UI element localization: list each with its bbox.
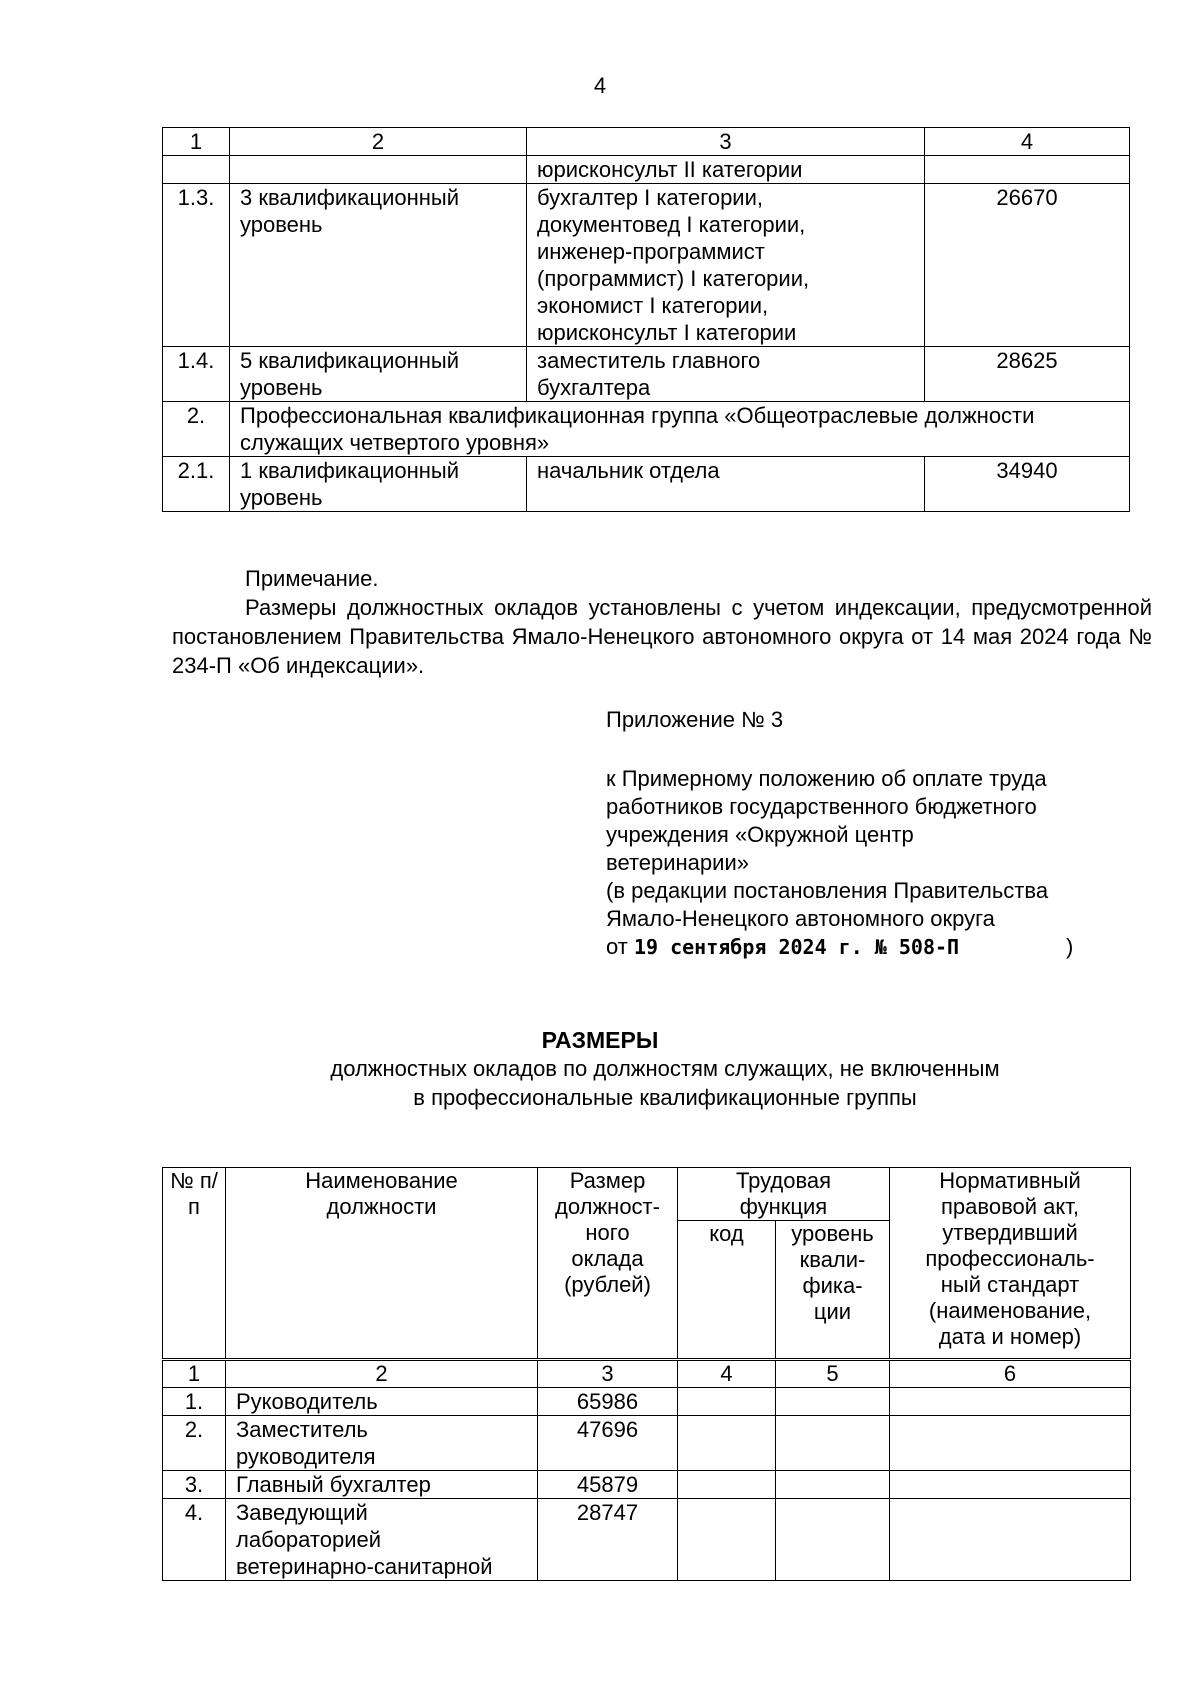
qualification-level: 1 квалификационный уровень <box>230 457 527 512</box>
position-name: Руководитель <box>226 1388 538 1416</box>
function-code <box>678 1471 776 1499</box>
col-number: 2 <box>230 128 527 156</box>
col-number: 4 <box>925 128 1130 156</box>
position-name: Заведующий лабораторией ветеринарно-санитарной <box>226 1499 538 1581</box>
appendix-date-line <box>606 933 1146 961</box>
table-header-row <box>163 1168 1131 1221</box>
salary: 47696 <box>538 1416 678 1471</box>
regulatory-act <box>890 1388 1131 1416</box>
header-position-name: Наименование должности <box>226 1168 538 1360</box>
function-code <box>678 1388 776 1416</box>
header-number: № п/п <box>163 1168 226 1360</box>
header-qualification-level: уровень квали-фика-ции <box>776 1221 890 1360</box>
table-row <box>163 1471 1131 1499</box>
appendix-line: (в редакции постановления Правительства <box>606 878 1049 903</box>
position-name: Главный бухгалтер <box>226 1471 538 1499</box>
subtitle-line: в профессиональные квалификационные группы <box>413 1085 917 1110</box>
salary-table <box>162 1167 1131 1581</box>
salary <box>925 156 1130 184</box>
page-number: 4 <box>593 73 607 98</box>
function-code <box>678 1416 776 1471</box>
appendix-line: Ямало-Ненецкого автономного округа <box>606 906 995 931</box>
subtitle-line: должностных окладов по должностям служащих, не включенным <box>330 1056 1000 1081</box>
header-code: код <box>678 1221 776 1360</box>
salary: 28747 <box>538 1499 678 1581</box>
table-row <box>163 156 1130 184</box>
salary: 26670 <box>925 184 1130 347</box>
position-list: юрисконсульт II категории <box>527 156 925 184</box>
col-number: 1 <box>163 128 230 156</box>
salary: 34940 <box>925 457 1130 512</box>
header-labor-function: Трудовая функция <box>678 1168 890 1221</box>
regulatory-act <box>890 1471 1131 1499</box>
col-number: 6 <box>890 1360 1131 1388</box>
row-number: 3. <box>163 1471 226 1499</box>
col-number: 1 <box>163 1360 226 1388</box>
position-list: заместитель главного бухгалтера <box>527 347 925 402</box>
position-list: бухгалтер I категории, документовед I категории, инженер-программист (программист) I категории, экономист I категории, юрисконсульт I категории <box>527 184 925 347</box>
table-row <box>163 402 1130 457</box>
table-row <box>163 1499 1131 1581</box>
qualification-table <box>162 127 1130 512</box>
col-number: 4 <box>678 1360 776 1388</box>
regulatory-act <box>890 1416 1131 1471</box>
appendix-line: учреждения «Окружной центр <box>606 822 914 847</box>
note-title: Примечание. <box>245 566 379 591</box>
row-number: 1.3. <box>163 184 230 347</box>
document-subtitle <box>0 1054 1200 1112</box>
table-row <box>163 457 1130 512</box>
date-suffix: ) <box>1066 934 1074 959</box>
col-number: 5 <box>776 1360 890 1388</box>
qualification-level <box>776 1471 890 1499</box>
qualification-level <box>776 1388 890 1416</box>
appendix-reference <box>606 765 1146 961</box>
table-row <box>163 347 1130 402</box>
qualification-level <box>230 156 527 184</box>
row-number: 2.1. <box>163 457 230 512</box>
salary: 28625 <box>925 347 1130 402</box>
header-regulatory-act: Нормативный правовой акт, утвердивший профессиональ-ный стандарт (наименование, дата и номер) <box>890 1168 1131 1360</box>
appendix-line: ветеринарии» <box>606 850 749 875</box>
row-number: 4. <box>163 1499 226 1581</box>
table-header-row <box>163 128 1130 156</box>
document-title: РАЗМЕРЫ <box>541 1027 659 1053</box>
appendix-line: к Примерному положению об оплате труда <box>606 766 1047 791</box>
row-number <box>163 156 230 184</box>
col-number: 3 <box>538 1360 678 1388</box>
resolution-date: 19 сентября 2024 г. № 508-П <box>633 935 960 959</box>
table-row <box>163 1388 1131 1416</box>
col-number: 2 <box>226 1360 538 1388</box>
position-name: Заместитель руководителя <box>226 1416 538 1471</box>
date-prefix: от <box>606 934 628 959</box>
salary: 65986 <box>538 1388 678 1416</box>
col-number: 3 <box>527 128 925 156</box>
row-number: 2. <box>163 402 230 457</box>
appendix-title: Приложение № 3 <box>606 707 784 732</box>
group-title: Профессиональная квалификационная группа «Общеотраслевые должности служащих четвертого уровня» <box>230 402 1130 457</box>
salary: 45879 <box>538 1471 678 1499</box>
qualification-level: 5 квалификационный уровень <box>230 347 527 402</box>
table-row <box>163 184 1130 347</box>
row-number: 1.4. <box>163 347 230 402</box>
note-body: Размеры должностных окладов установлены с учетом индексации, предусмотренной постановлением Правительства Ямало-Ненецкого автономного округа от 14 мая 2024 года № 234-П «Об индексации». <box>172 595 1152 678</box>
qualification-level <box>776 1416 890 1471</box>
row-number: 2. <box>163 1416 226 1471</box>
appendix-line: работников государственного бюджетного <box>606 794 1037 819</box>
table-row <box>163 1416 1131 1471</box>
header-salary: Размер должност-ного оклада (рублей) <box>538 1168 678 1360</box>
qualification-level: 3 квалификационный уровень <box>230 184 527 347</box>
function-code <box>678 1499 776 1581</box>
column-number-row <box>163 1360 1131 1388</box>
position-list: начальник отдела <box>527 457 925 512</box>
row-number: 1. <box>163 1388 226 1416</box>
regulatory-act <box>890 1499 1131 1581</box>
qualification-level <box>776 1499 890 1581</box>
